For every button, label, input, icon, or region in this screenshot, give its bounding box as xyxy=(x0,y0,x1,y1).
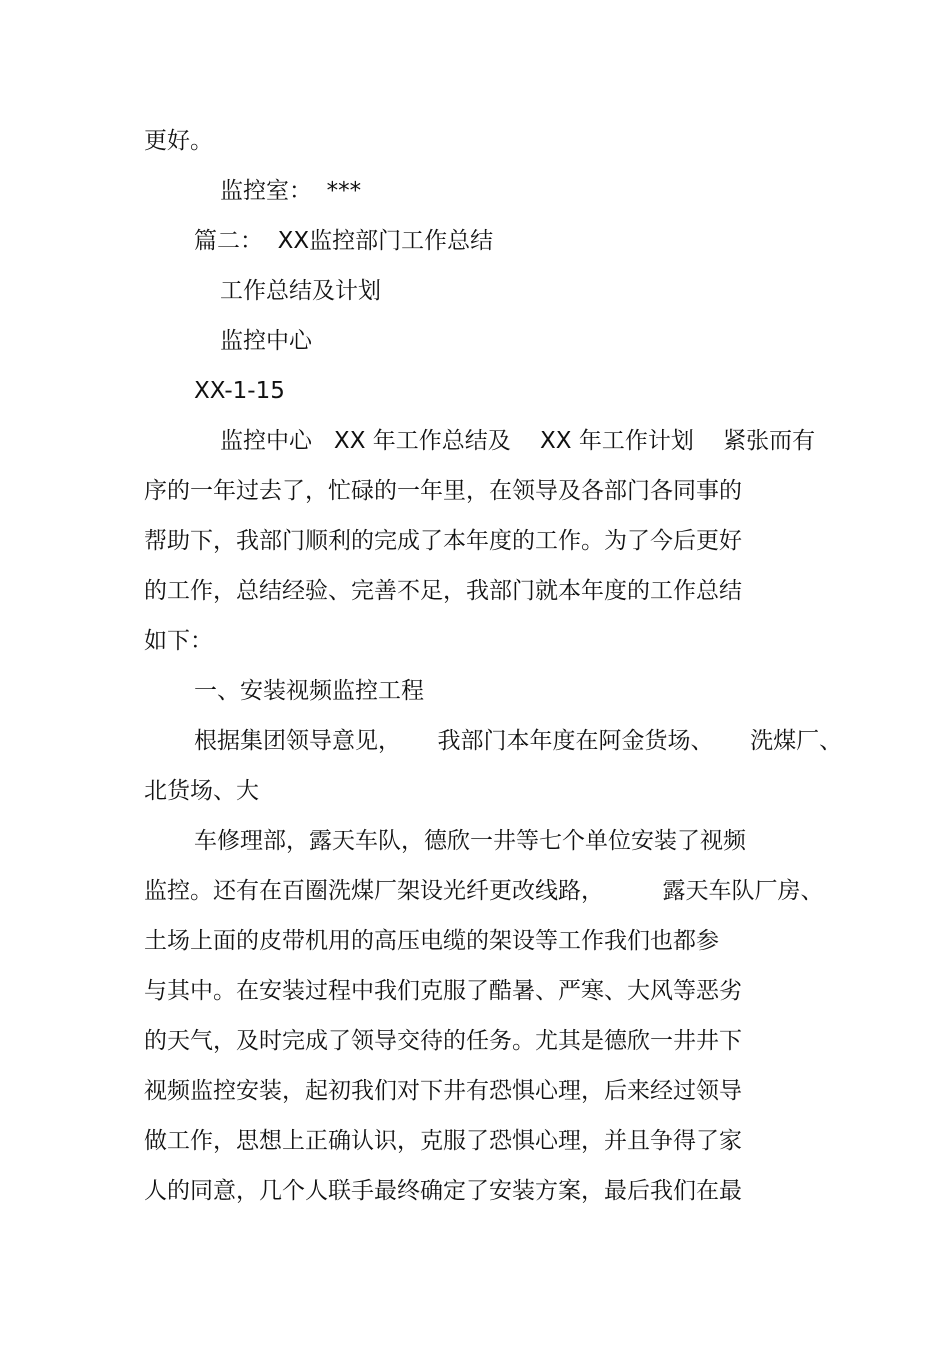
text-line: 监控。还有在百圈洗煤厂架设光纤更改线路， 露天车队厂房、 xyxy=(144,878,824,904)
section-heading: 一、安装视频监控工程 xyxy=(194,678,424,704)
text-line: 的天气，及时完成了领导交待的任务。尤其是德欣一井井下 xyxy=(144,1028,742,1054)
text-line: 如下： xyxy=(144,628,213,654)
text-line: 帮助下，我部门顺利的完成了本年度的工作。为了今后更好 xyxy=(144,528,742,554)
text-line: 做工作，思想上正确认识，克服了恐惧心理，并且争得了家 xyxy=(144,1128,742,1154)
text-line: 车修理部，露天车队，德欣一井等七个单位安装了视频 xyxy=(194,828,746,854)
text-line: 更好。 xyxy=(144,128,213,154)
text-line: 监控中心 xyxy=(220,328,312,354)
text-line: 根据集团领导意见， 我部门本年度在阿金货场、 洗煤厂、 xyxy=(194,728,843,754)
text-line: 工作总结及计划 xyxy=(220,278,381,304)
text-line: 北货场、大 xyxy=(144,778,259,804)
text-line: 视频监控安装，起初我们对下井有恐惧心理，后来经过领导 xyxy=(144,1078,742,1104)
text-line: 的工作，总结经验、完善不足，我部门就本年度的工作总结 xyxy=(144,578,742,604)
text-line: 篇二： XX监控部门工作总结 xyxy=(194,228,494,254)
text-line: 序的一年过去了，忙碌的一年里，在领导及各部门各同事的 xyxy=(144,478,742,504)
text-line: 人的同意，几个人联手最终确定了安装方案，最后我们在最 xyxy=(144,1178,742,1204)
text-line: XX-1-15 xyxy=(194,378,285,404)
text-line: 监控中心 XX 年工作总结及 XX 年工作计划 紧张而有 xyxy=(220,428,816,454)
text-line: 与其中。在安装过程中我们克服了酷暑、严寒、大风等恶劣 xyxy=(144,978,742,1004)
text-line: 土场上面的皮带机用的高压电缆的架设等工作我们也都参 xyxy=(144,928,719,954)
text-line: 监控室： *** xyxy=(220,178,362,204)
